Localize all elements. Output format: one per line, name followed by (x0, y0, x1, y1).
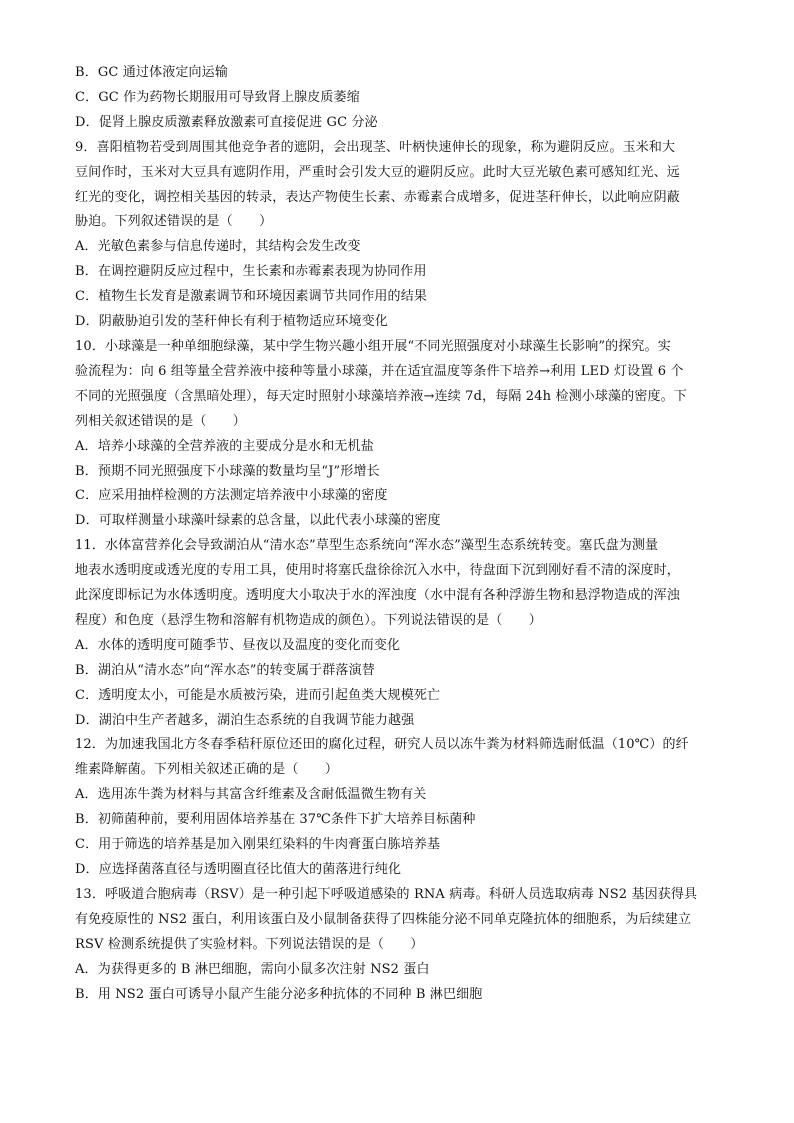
option-b: B．湖泊从“清水态”向“浑水态”的转变属于群落演替 (75, 662, 375, 678)
question-stem-line: 9．喜阳植物若受到周围其他竞争者的遮阴，会出现茎、叶柄快速伸长的现象，称为避阴反应。玉米和大 (75, 139, 676, 155)
option-a: A．为获得更多的 B 淋巴细胞，需向小鼠多次注射 NS2 蛋白 (75, 961, 430, 977)
question-stem-line: 胁迫。下列叙述错误的是（ ） (75, 214, 273, 230)
question-stem-line: 地表水透明度或透光度的专用工具，使用时将塞氏盘徐徐沉入水中，待盘面下沉到刚好看不清的深度时， (75, 563, 680, 579)
question-stem-line: 有免疫原性的 NS2 蛋白，利用该蛋白及小鼠制备获得了四株能分泌不同单克隆抗体的细胞系，为后续建立 (75, 911, 692, 927)
option-d: D．湖泊中生产者越多，湖泊生态系统的自我调节能力越强 (75, 712, 415, 728)
question-stem-line: 13．呼吸道合胞病毒（RSV）是一种引起下呼吸道感染的 RNA 病毒。科研人员选取病毒 NS2 基因获得具 (75, 886, 698, 902)
option-b: B．预期不同光照强度下小球藻的数量均呈“J”形增长 (75, 463, 380, 479)
question-stem-line: 此深度即标记为水体透明度。透明度大小取决于水的浑浊度（水中混有各种浮游生物和悬浮物造成的浑浊 (75, 588, 680, 604)
option-c: C．植物生长发育是激素调节和环境因素调节共同作用的结果 (75, 289, 427, 305)
option-c: C．应采用抽样检测的方法测定培养液中小球藻的密度 (75, 488, 388, 504)
question-stem-line: 不同的光照强度（含黑暗处理），每天定时照射小球藻培养液→连续 7d，每隔 24h 检测小球藻的密度。下 (75, 388, 687, 404)
option-d: D．应选择菌落直径与透明圈直径比值大的菌落进行纯化 (75, 862, 402, 877)
question-stem-line: 豆间作时，玉米对大豆具有遮阴作用，严重时会引发大豆的避阴反应。此时大豆光敏色素可感知红光、远 (75, 164, 680, 180)
option-a: A．培养小球藻的全营养液的主要成分是水和无机盐 (75, 438, 374, 454)
option-b: B．初筛菌种前，要利用固体培养基在 37℃条件下扩大培养目标菌种 (75, 812, 476, 828)
option-c: C．透明度太小，可能是水质被污染，进而引起鱼类大规模死亡 (75, 687, 441, 703)
option-d: D．阴蔽胁迫引发的茎秆伸长有利于植物适应环境变化 (75, 314, 389, 330)
option-a: A．选用冻牛粪为材料与其富含纤维素及含耐低温微生物有关 (75, 787, 427, 803)
question-stem-line: 红光的变化，调控相关基因的转录，表达产物使生长素、赤霉素合成增多，促进茎秆伸长，以此响应阴蔽 (75, 189, 680, 205)
option-d: D．促肾上腺皮质激素释放激素可直接促进 GC 分泌 (75, 114, 378, 130)
question-11 (75, 534, 725, 733)
option-c: C．GC 作为药物长期服用可导致肾上腺皮质萎缩 (75, 89, 360, 105)
option-b: B．GC 通过体液定向运输 (75, 65, 228, 80)
question-stem-line: 11．水体富营养化会导致湖泊从“清水态”草型生态系统向“浑水态”藻型生态系统转变。塞氏盘为测量 (75, 538, 659, 554)
page-content (75, 61, 725, 1007)
option-a: A．水体的透明度可随季节、昼夜以及温度的变化而变化 (75, 637, 401, 653)
question-stem-line: RSV 检测系统提供了实验材料。下列说法错误的是（ ） (75, 936, 424, 952)
option-d: D．可取样测量小球藻叶绿素的总含量，以此代表小球藻的密度 (75, 513, 441, 529)
question-9 (75, 136, 725, 335)
question-stem-line: 10．小球藻是一种单细胞绿藻，某中学生物兴趣小组开展“不同光照强度对小球藻生长影响”的探究。实 (75, 338, 671, 354)
question-stem-line: 程度）和色度（悬浮生物和溶解有机物造成的颜色）。下列说法错误的是（ ） (75, 612, 542, 628)
question-12 (75, 733, 725, 882)
question-stem-line: 12．为加速我国北方冬春季秸秆原位还田的腐化过程，研究人员以冻牛粪为材料筛选耐低温（10℃）的纤 (75, 737, 689, 753)
option-b: B．在调控避阴反应过程中，生长素和赤霉素表现为协同作用 (75, 264, 427, 280)
option-c: C．用于筛选的培养基是加入刚果红染料的牛肉膏蛋白胨培养基 (75, 837, 441, 853)
question-stem-line: 列相关叙述错误的是（ ） (75, 413, 246, 429)
question-stem-line: 维素降解菌。下列相关叙述正确的是（ ） (75, 762, 339, 778)
question-13 (75, 883, 725, 1008)
question-8-options-tail (75, 61, 725, 136)
option-b: B．用 NS2 蛋白可诱导小鼠产生能分泌多种抗体的不同种 B 淋巴细胞 (75, 986, 483, 1002)
option-a: A．光敏色素参与信息传递时，其结构会发生改变 (75, 239, 361, 255)
question-stem-line: 验流程为：向 6 组等量全营养液中接种等量小球藻，并在适宜温度等条件下培养→利用 LED 灯设置 6 个 (75, 363, 684, 379)
question-10 (75, 335, 725, 534)
